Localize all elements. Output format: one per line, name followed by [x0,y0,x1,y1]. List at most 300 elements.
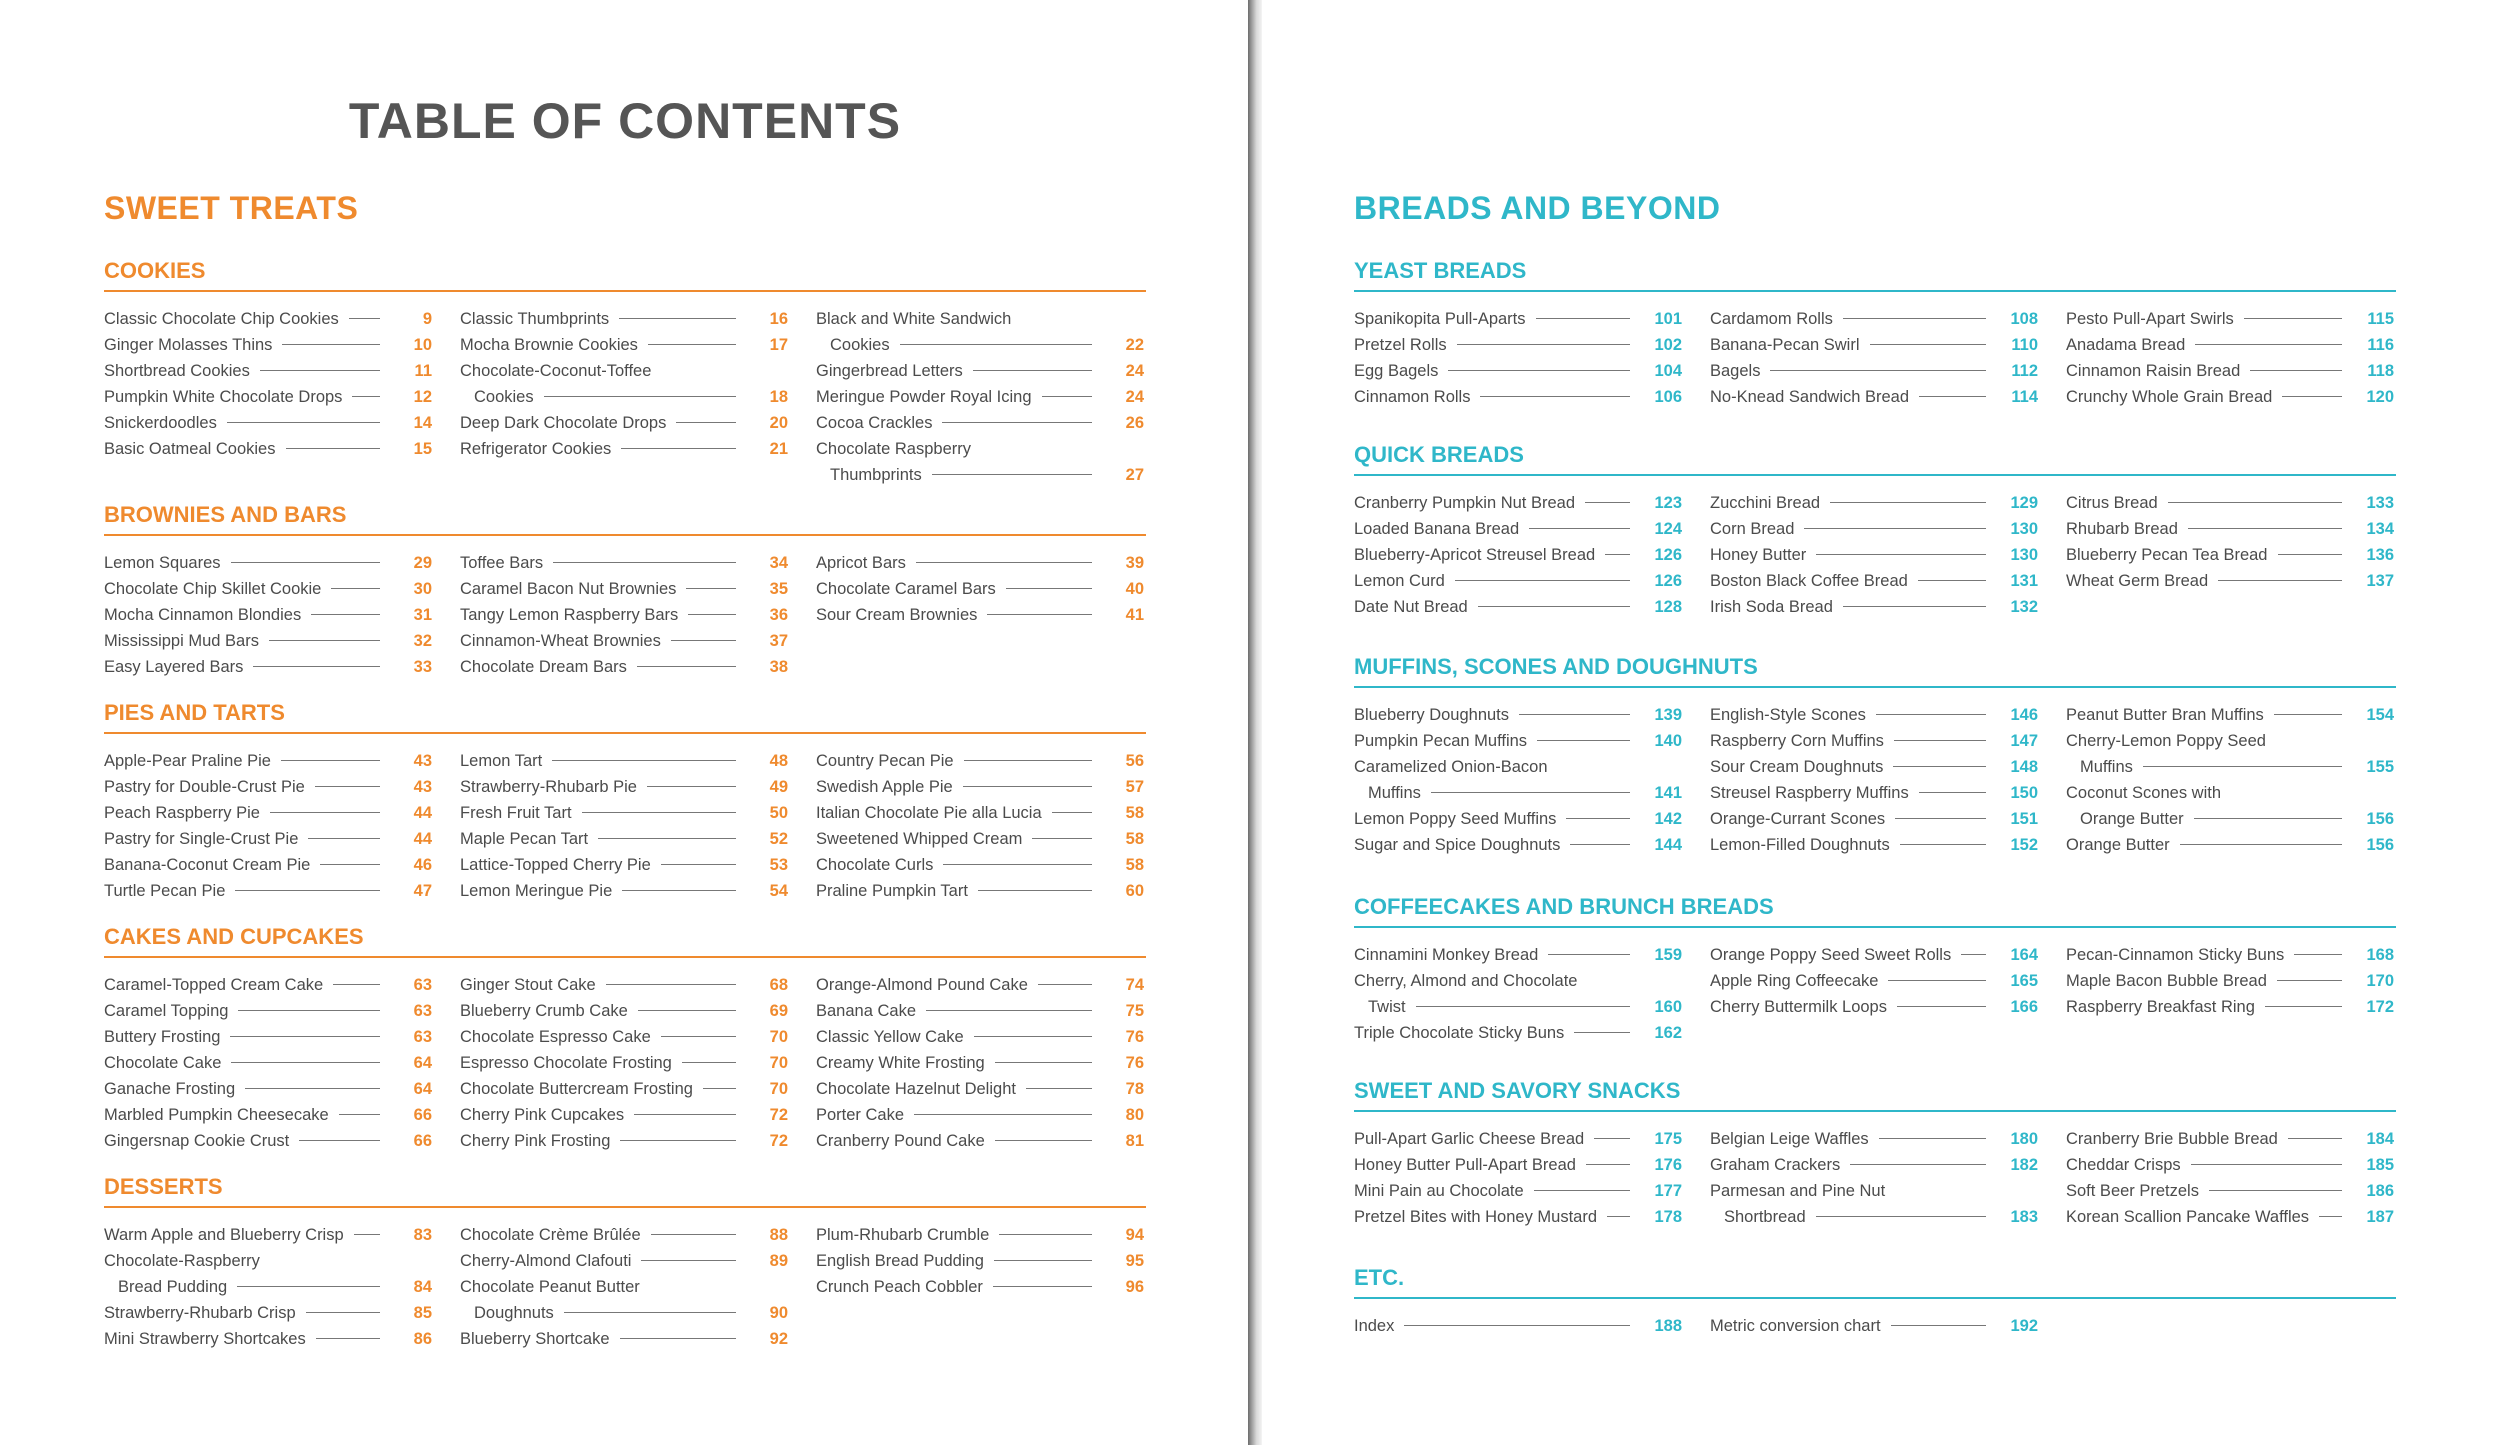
page-number: 63 [413,1002,432,1020]
page-number: 40 [1125,580,1144,598]
entry-title: Belgian Leige Waffles [1710,1130,1869,1148]
toc-column [816,748,1144,904]
entry-title: Irish Soda Bread [1710,598,1833,616]
dot-leader [1894,740,1986,741]
toc-entry[interactable] [460,1024,788,1050]
toc-entry[interactable] [2066,1152,2394,1178]
page-number: 58 [1125,830,1144,848]
toc-column [2066,1313,2394,1339]
dot-leader [1918,580,1986,581]
toc-entry[interactable] [2066,306,2394,332]
toc-column [1354,1313,1682,1339]
dot-leader [2168,502,2342,503]
toc-entry[interactable] [460,1102,788,1128]
toc-entry[interactable] [2066,542,2394,568]
toc-column [104,1222,432,1352]
dot-leader [2188,528,2342,529]
toc-entry[interactable] [460,800,788,826]
entry-title-continued: Cookies [474,388,534,406]
toc-entry[interactable] [1354,1204,1682,1230]
toc-entry[interactable] [460,972,788,998]
page-number: 22 [1125,336,1144,354]
toc-entry[interactable] [104,774,432,800]
dot-leader [281,760,380,761]
toc-entry[interactable] [104,1024,432,1050]
toc-entry[interactable] [460,436,788,462]
page-number: 106 [1654,388,1682,406]
toc-entry[interactable] [816,852,1144,878]
toc-entry[interactable] [816,800,1144,826]
toc-entry[interactable] [1710,780,2038,806]
toc-entry[interactable] [460,852,788,878]
dot-leader [2250,370,2342,371]
toc-column [2066,1126,2394,1230]
section-columns [1354,490,2396,620]
page-number: 70 [769,1054,788,1072]
entry-title: Korean Scallion Pancake Waffles [2066,1208,2310,1226]
toc-entry[interactable] [1710,542,2038,568]
toc-entry[interactable] [816,1024,1144,1050]
toc-entry[interactable] [1710,332,2038,358]
entry-title: Cheddar Crisps [2066,1156,2181,1174]
toc-column [816,1222,1144,1352]
toc-entry[interactable] [460,602,788,628]
toc-entry[interactable] [104,1050,432,1076]
page-number: 39 [1125,554,1144,572]
toc-entry[interactable] [1354,1152,1682,1178]
dot-leader [339,1114,380,1115]
toc-entry[interactable] [104,436,432,462]
toc-column [104,550,432,680]
toc-entry[interactable] [104,878,432,904]
entry-title: Easy Layered Bars [104,658,244,676]
toc-entry[interactable] [1354,568,1682,594]
entry-title: Metric conversion chart [1710,1317,1881,1335]
toc-entry[interactable] [2066,1126,2394,1152]
dot-leader [235,890,380,891]
toc-entry[interactable] [104,410,432,436]
entry-title: Crunchy Whole Grain Bread [2066,388,2273,406]
toc-entry[interactable] [2066,942,2394,968]
dot-leader [620,1338,737,1339]
toc-entry[interactable] [460,654,788,680]
entry-title: Soft Beer Pretzels [2066,1182,2199,1200]
toc-column [104,972,432,1154]
toc-entry[interactable] [104,800,432,826]
dot-leader [269,640,380,641]
toc-entry[interactable] [104,1222,432,1248]
toc-entry[interactable] [1710,728,2038,754]
dot-leader [1850,1164,1986,1165]
page-number: 94 [1125,1226,1144,1244]
page-number: 56 [1125,752,1144,770]
entry-title: Mocha Brownie Cookies [460,336,638,354]
entry-title: Blueberry Doughnuts [1354,706,1510,724]
dot-leader [2218,580,2342,581]
toc-entry[interactable] [2066,516,2394,542]
toc-entry[interactable] [104,1076,432,1102]
toc-column [460,550,788,680]
toc-entry[interactable] [460,306,788,332]
page-number: 185 [2366,1156,2394,1174]
toc-entry[interactable] [1354,832,1682,858]
toc-entry[interactable] [1710,306,2038,332]
toc-entry[interactable] [1354,702,1682,728]
toc-column [1710,1126,2038,1230]
page-number: 166 [2010,998,2038,1016]
entry-title: Meringue Powder Royal Icing [816,388,1032,406]
page-number: 175 [1654,1130,1682,1148]
toc-column [2066,942,2394,1046]
toc-entry[interactable] [1354,1126,1682,1152]
toc-entry[interactable] [460,1076,788,1102]
toc-entry[interactable] [1354,1313,1682,1339]
dot-leader [1548,954,1630,955]
toc-entry[interactable] [1354,490,1682,516]
toc-entry[interactable] [1354,384,1682,410]
dot-leader [311,614,380,615]
toc-entry[interactable] [816,1274,1144,1300]
toc-entry[interactable] [2066,728,2394,780]
toc-entry[interactable] [816,998,1144,1024]
section-title: YEAST BREADS [1354,258,2396,292]
dot-leader [999,1234,1092,1235]
toc-entry[interactable] [816,1102,1144,1128]
entry-title: Toffee Bars [460,554,544,572]
toc-entry[interactable] [816,306,1144,358]
dot-leader [606,984,736,985]
toc-entry[interactable] [1710,832,2038,858]
page-number: 60 [1125,882,1144,900]
toc-entry[interactable] [460,998,788,1024]
dot-leader [2191,1164,2342,1165]
dot-leader [1519,714,1630,715]
toc-entry[interactable] [104,1326,432,1352]
toc-entry[interactable] [816,358,1144,384]
toc-entry[interactable] [104,826,432,852]
toc-entry[interactable] [2066,490,2394,516]
toc-entry[interactable] [1354,358,1682,384]
dot-leader [2143,766,2342,767]
toc-entry[interactable] [2066,384,2394,410]
entry-title: Creamy White Frosting [816,1054,985,1072]
toc-entry[interactable] [2066,332,2394,358]
toc-entry[interactable] [2066,780,2394,832]
dot-leader [2244,318,2342,319]
toc-entry[interactable] [816,774,1144,800]
dot-leader [2319,1216,2342,1217]
toc-entry[interactable] [460,1326,788,1352]
toc-entry[interactable] [816,1050,1144,1076]
page-number: 192 [2010,1317,2038,1335]
entry-title: Mini Strawberry Shortcakes [104,1330,306,1348]
dot-leader [651,1234,736,1235]
entry-title-continued: Doughnuts [474,1304,554,1322]
toc-entry[interactable] [1710,594,2038,620]
entry-title: Cocoa Crackles [816,414,933,432]
entry-title: Turtle Pecan Pie [104,882,226,900]
toc-entry[interactable] [1710,358,2038,384]
dot-leader [1052,812,1092,813]
entry-title: Gingerbread Letters [816,362,963,380]
dot-leader [1478,606,1630,607]
dot-leader [1843,606,1986,607]
toc-entry[interactable] [460,1274,788,1326]
page-number: 147 [2010,732,2038,750]
page-number: 44 [413,804,432,822]
toc-entry[interactable] [104,332,432,358]
toc-entry[interactable] [460,748,788,774]
toc-entry[interactable] [1354,332,1682,358]
toc-entry[interactable] [104,1248,432,1300]
toc-entry[interactable] [104,1102,432,1128]
page-number: 114 [2011,388,2038,406]
toc-entry[interactable] [2066,968,2394,994]
entry-title: Caramelized Onion-Bacon [1354,758,1548,776]
part-title-sweet-treats: SWEET TREATS [104,190,359,226]
section-title: COFFEECAKES AND BRUNCH BREADS [1354,894,2396,928]
page-number: 70 [769,1028,788,1046]
toc-entry[interactable] [816,410,1144,436]
dot-leader [1961,954,1986,955]
toc-entry[interactable] [816,972,1144,998]
toc-entry[interactable] [104,384,432,410]
toc-entry[interactable] [1354,542,1682,568]
toc-entry[interactable] [104,998,432,1024]
entry-title: Espresso Chocolate Frosting [460,1054,672,1072]
dot-leader [1919,792,1986,793]
page-number: 156 [2366,836,2394,854]
toc-entry[interactable] [460,1222,788,1248]
page-number: 43 [413,752,432,770]
toc-entry[interactable] [1354,516,1682,542]
toc-entry[interactable] [104,1128,432,1154]
toc-entry[interactable] [460,1248,788,1274]
page-number: 126 [1654,546,1682,564]
toc-entry[interactable] [104,852,432,878]
entry-title: Cinnamini Monkey Bread [1354,946,1539,964]
page-number: 63 [413,976,432,994]
toc-entry[interactable] [104,550,432,576]
toc-entry[interactable] [2066,1204,2394,1230]
entry-title: Rhubarb Bread [2066,520,2178,538]
entry-title: Pesto Pull-Apart Swirls [2066,310,2234,328]
toc-entry[interactable] [2066,994,2394,1020]
page-number: 43 [413,778,432,796]
toc-entry[interactable] [816,384,1144,410]
toc-entry[interactable] [104,602,432,628]
entry-title: Lattice-Topped Cherry Pie [460,856,651,874]
toc-entry[interactable] [104,972,432,998]
toc-entry[interactable] [104,306,432,332]
dot-leader [1891,1325,1986,1326]
toc-column [816,550,1144,680]
toc-entry[interactable] [2066,358,2394,384]
toc-entry[interactable] [1354,1020,1682,1046]
toc-entry[interactable] [1710,754,2038,780]
toc-entry[interactable] [104,654,432,680]
toc-entry[interactable] [1354,968,1682,1020]
toc-entry[interactable] [1710,702,2038,728]
dot-leader [1457,344,1630,345]
entry-title: Pretzel Bites with Honey Mustard [1354,1208,1598,1226]
toc-entry[interactable] [1710,806,2038,832]
entry-title: Cinnamon-Wheat Brownies [460,632,661,650]
toc-entry[interactable] [460,1050,788,1076]
page-number: 81 [1125,1132,1144,1150]
toc-entry[interactable] [104,576,432,602]
toc-column [460,972,788,1154]
entry-title: Praline Pumpkin Tart [816,882,968,900]
dot-leader [2277,980,2342,981]
page-number: 76 [1125,1028,1144,1046]
page-number: 80 [1125,1106,1144,1124]
page-number: 24 [1125,388,1144,406]
entry-title: Blueberry Pecan Tea Bread [2066,546,2268,564]
entry-title: Streusel Raspberry Muffins [1710,784,1909,802]
entry-title: Chocolate Raspberry [816,440,971,458]
toc-entry[interactable] [1710,384,2038,410]
dot-leader [995,1140,1092,1141]
entry-title: Cherry Pink Cupcakes [460,1106,625,1124]
toc-entry[interactable] [1710,516,2038,542]
toc-entry[interactable] [1354,306,1682,332]
section-columns [104,1222,1146,1352]
dot-leader [2209,1190,2342,1191]
dot-leader [647,786,736,787]
toc-entry[interactable] [816,826,1144,852]
toc-entry[interactable] [104,1300,432,1326]
toc-entry[interactable] [816,1128,1144,1154]
toc-entry[interactable] [1710,1313,2038,1339]
entry-title-continued: Bread Pudding [118,1278,228,1296]
dot-leader [682,1062,736,1063]
dot-leader [1585,502,1630,503]
toc-entry[interactable] [1354,728,1682,754]
section-title: CAKES AND CUPCAKES [104,924,1146,958]
dot-leader [1895,818,1986,819]
toc-entry[interactable] [460,1128,788,1154]
toc-entry[interactable] [460,332,788,358]
entry-title: Plum-Rhubarb Crumble [816,1226,990,1244]
toc-entry[interactable] [460,628,788,654]
toc-entry[interactable] [1710,1178,2038,1230]
entry-title-continued: Thumbprints [830,466,922,484]
toc-entry[interactable] [1354,594,1682,620]
toc-entry[interactable] [460,410,788,436]
entry-title: Pastry for Double-Crust Pie [104,778,305,796]
section-columns [104,550,1146,680]
section-columns [1354,1313,2396,1339]
dot-leader [238,1010,380,1011]
toc-entry[interactable] [460,826,788,852]
section-yeast-breads [1354,258,2396,410]
dot-leader [564,1312,736,1313]
toc-entry[interactable] [2066,568,2394,594]
page-number: 38 [769,658,788,676]
toc-entry[interactable] [816,878,1144,904]
toc-entry[interactable] [2066,832,2394,858]
toc-entry[interactable] [1710,942,2038,968]
toc-entry[interactable] [460,550,788,576]
dot-leader [245,1088,380,1089]
entry-title: Chocolate Curls [816,856,934,874]
entry-title: Lemon-Filled Doughnuts [1710,836,1890,854]
toc-entry[interactable] [816,602,1144,628]
dot-leader [622,890,736,891]
entry-title-continued: Orange Butter [2080,810,2184,828]
entry-title: Chocolate Peanut Butter [460,1278,640,1296]
toc-entry[interactable] [1354,1178,1682,1204]
dot-leader [671,640,736,641]
entry-title: Sugar and Spice Doughnuts [1354,836,1561,854]
page-number: 44 [413,830,432,848]
toc-entry[interactable] [816,576,1144,602]
page-number: 123 [1654,494,1682,512]
page-number: 72 [769,1106,788,1124]
entry-title: Caramel Bacon Nut Brownies [460,580,677,598]
toc-entry[interactable] [2066,702,2394,728]
toc-entry[interactable] [1354,806,1682,832]
page-number: 68 [769,976,788,994]
toc-entry[interactable] [1710,994,2038,1020]
toc-entry[interactable] [816,1076,1144,1102]
dot-leader [1042,396,1092,397]
toc-entry[interactable] [1710,568,2038,594]
page-number: 18 [769,388,788,406]
toc-entry[interactable] [816,436,1144,488]
page-number: 53 [769,856,788,874]
page-number: 168 [2366,946,2394,964]
toc-entry[interactable] [2066,1178,2394,1204]
toc-entry[interactable] [104,628,432,654]
dot-leader [231,1062,380,1063]
toc-entry[interactable] [1710,490,2038,516]
entry-title-continued: Shortbread [1724,1208,1806,1226]
page-number: 115 [2367,310,2394,328]
toc-entry[interactable] [816,550,1144,576]
toc-entry[interactable] [460,878,788,904]
toc-column [104,306,432,488]
entry-title-continued: Twist [1368,998,1406,1016]
dot-leader [237,1286,380,1287]
page-number: 9 [422,310,432,328]
toc-entry[interactable] [816,1248,1144,1274]
page-number: 83 [413,1226,432,1244]
page-number: 21 [769,440,788,458]
toc-entry[interactable] [104,748,432,774]
toc-entry[interactable] [460,576,788,602]
dot-leader [994,1260,1092,1261]
toc-entry[interactable] [460,358,788,410]
toc-entry[interactable] [1710,1126,2038,1152]
entry-title: Swedish Apple Pie [816,778,953,796]
toc-entry[interactable] [816,748,1144,774]
page-number: 14 [413,414,432,432]
entry-title: Warm Apple and Blueberry Crisp [104,1226,344,1244]
toc-entry[interactable] [1710,968,2038,994]
toc-entry[interactable] [1354,942,1682,968]
toc-entry[interactable] [104,358,432,384]
right-page [1262,0,2500,1445]
page-number: 88 [769,1226,788,1244]
page-number: 74 [1125,976,1144,994]
toc-entry[interactable] [816,1222,1144,1248]
dot-leader [638,1010,736,1011]
toc-entry[interactable] [1710,1152,2038,1178]
toc-entry[interactable] [460,774,788,800]
toc-entry[interactable] [1354,754,1682,806]
